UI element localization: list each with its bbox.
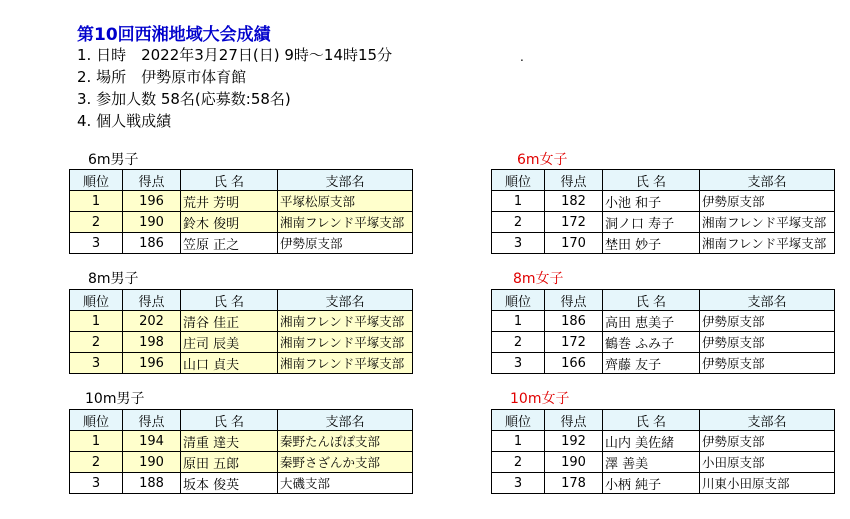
header-score: 得点 [123, 410, 181, 431]
table-caption: 10m女子 [510, 391, 570, 407]
name-cell: 鈴木 俊明 [181, 212, 278, 233]
table-row [492, 311, 835, 332]
branch-cell: 伊勢原支部 [700, 332, 835, 353]
score-cell: 196 [123, 353, 181, 374]
table-header-row [70, 410, 413, 431]
branch-cell: 伊勢原支部 [700, 191, 835, 212]
name-cell: 坂本 俊英 [181, 473, 278, 494]
header-name: 氏 名 [603, 410, 700, 431]
table-header-row [70, 170, 413, 191]
score-cell: 172 [545, 332, 603, 353]
branch-cell: 湘南フレンド平塚支部 [278, 353, 413, 374]
name-cell: 原田 五郎 [181, 452, 278, 473]
rank-cell: 3 [70, 473, 123, 494]
branch-cell: 川東小田原支部 [700, 473, 835, 494]
table-caption: 8m女子 [513, 271, 564, 287]
rank-cell: 1 [492, 431, 545, 452]
name-cell: 庄司 辰美 [181, 332, 278, 353]
table-header-row [70, 290, 413, 311]
info-datetime: 1. 日時 2022年3月27日(日) 9時～14時15分 [77, 46, 393, 64]
score-cell: 198 [123, 332, 181, 353]
rank-cell: 1 [70, 431, 123, 452]
table-caption: 8m男子 [88, 271, 139, 287]
header-branch: 支部名 [700, 170, 835, 191]
score-cell: 186 [123, 233, 181, 254]
score-cell: 202 [123, 311, 181, 332]
table-row [492, 353, 835, 374]
rank-cell: 2 [70, 332, 123, 353]
branch-cell: 伊勢原支部 [700, 353, 835, 374]
header-branch: 支部名 [278, 170, 413, 191]
name-cell: 山内 美佐緒 [603, 431, 700, 452]
rank-cell: 3 [70, 233, 123, 254]
rank-cell: 1 [70, 311, 123, 332]
score-cell: 178 [545, 473, 603, 494]
score-cell: 190 [545, 452, 603, 473]
branch-cell: 伊勢原支部 [700, 311, 835, 332]
header-branch: 支部名 [700, 410, 835, 431]
branch-cell: 秦野さざんか支部 [278, 452, 413, 473]
stray-dot: . [520, 50, 524, 64]
table-row [492, 191, 835, 212]
table-row [492, 233, 835, 254]
branch-cell: 平塚松原支部 [278, 191, 413, 212]
header-score: 得点 [545, 170, 603, 191]
header-rank: 順位 [492, 170, 545, 191]
score-cell: 196 [123, 191, 181, 212]
table-row [492, 431, 835, 452]
score-cell: 186 [545, 311, 603, 332]
name-cell: 齊藤 友子 [603, 353, 700, 374]
name-cell: 小柄 純子 [603, 473, 700, 494]
score-cell: 190 [123, 212, 181, 233]
branch-cell: 秦野たんぽぽ支部 [278, 431, 413, 452]
header-rank: 順位 [70, 410, 123, 431]
rank-cell: 1 [70, 191, 123, 212]
name-cell: 鶴巻 ふみ子 [603, 332, 700, 353]
branch-cell: 湘南フレンド平塚支部 [278, 212, 413, 233]
results-table [491, 169, 835, 254]
header-name: 氏 名 [603, 290, 700, 311]
name-cell: 笠原 正之 [181, 233, 278, 254]
results-table [491, 289, 835, 374]
results-table [69, 409, 413, 494]
table-row [70, 311, 413, 332]
results-table [491, 409, 835, 494]
table-row [70, 452, 413, 473]
table-row [70, 353, 413, 374]
header-score: 得点 [123, 290, 181, 311]
name-cell: 荒井 芳明 [181, 191, 278, 212]
table-caption: 6m男子 [88, 152, 139, 168]
table-row [492, 452, 835, 473]
table-row [70, 431, 413, 452]
rank-cell: 2 [492, 332, 545, 353]
table-caption: 10m男子 [85, 391, 145, 407]
header-name: 氏 名 [603, 170, 700, 191]
rank-cell: 2 [492, 212, 545, 233]
header-name: 氏 名 [181, 410, 278, 431]
header-name: 氏 名 [181, 290, 278, 311]
branch-cell: 湘南フレンド平塚支部 [700, 233, 835, 254]
results-table [69, 169, 413, 254]
branch-cell: 伊勢原支部 [700, 431, 835, 452]
branch-cell: 湘南フレンド平塚支部 [278, 311, 413, 332]
name-cell: 清重 達夫 [181, 431, 278, 452]
rank-cell: 1 [492, 191, 545, 212]
header-branch: 支部名 [278, 290, 413, 311]
rank-cell: 1 [492, 311, 545, 332]
table-row [70, 473, 413, 494]
table-row [70, 212, 413, 233]
score-cell: 182 [545, 191, 603, 212]
name-cell: 高田 恵美子 [603, 311, 700, 332]
branch-cell: 伊勢原支部 [278, 233, 413, 254]
table-header-row [492, 290, 835, 311]
header-score: 得点 [123, 170, 181, 191]
name-cell: 小池 和子 [603, 191, 700, 212]
score-cell: 170 [545, 233, 603, 254]
score-cell: 192 [545, 431, 603, 452]
table-row [492, 473, 835, 494]
header-score: 得点 [545, 290, 603, 311]
header-rank: 順位 [492, 410, 545, 431]
name-cell: 山口 貞夫 [181, 353, 278, 374]
header-score: 得点 [545, 410, 603, 431]
info-participants: 3. 参加人数 58名(応募数:58名) [77, 90, 291, 108]
score-cell: 188 [123, 473, 181, 494]
score-cell: 190 [123, 452, 181, 473]
rank-cell: 3 [492, 233, 545, 254]
table-row [70, 191, 413, 212]
branch-cell: 大磯支部 [278, 473, 413, 494]
rank-cell: 2 [70, 212, 123, 233]
branch-cell: 湘南フレンド平塚支部 [278, 332, 413, 353]
table-header-row [492, 410, 835, 431]
header-rank: 順位 [492, 290, 545, 311]
name-cell: 埜田 妙子 [603, 233, 700, 254]
header-branch: 支部名 [700, 290, 835, 311]
page-title: 第10回西湘地域大会成績 [77, 25, 271, 45]
table-row [70, 332, 413, 353]
branch-cell: 湘南フレンド平塚支部 [700, 212, 835, 233]
table-row [492, 332, 835, 353]
header-name: 氏 名 [181, 170, 278, 191]
info-venue: 2. 場所 伊勢原市体育館 [77, 68, 247, 86]
rank-cell: 3 [492, 473, 545, 494]
name-cell: 澤 善美 [603, 452, 700, 473]
name-cell: 洞ノ口 寿子 [603, 212, 700, 233]
table-header-row [492, 170, 835, 191]
header-rank: 順位 [70, 290, 123, 311]
rank-cell: 2 [70, 452, 123, 473]
score-cell: 172 [545, 212, 603, 233]
rank-cell: 3 [70, 353, 123, 374]
branch-cell: 小田原支部 [700, 452, 835, 473]
rank-cell: 3 [492, 353, 545, 374]
score-cell: 166 [545, 353, 603, 374]
table-row [492, 212, 835, 233]
rank-cell: 2 [492, 452, 545, 473]
header-branch: 支部名 [278, 410, 413, 431]
table-row [70, 233, 413, 254]
info-individual-results: 4. 個人戦成績 [77, 112, 172, 130]
name-cell: 清谷 佳正 [181, 311, 278, 332]
table-caption: 6m女子 [517, 152, 568, 168]
score-cell: 194 [123, 431, 181, 452]
results-table [69, 289, 413, 374]
header-rank: 順位 [70, 170, 123, 191]
